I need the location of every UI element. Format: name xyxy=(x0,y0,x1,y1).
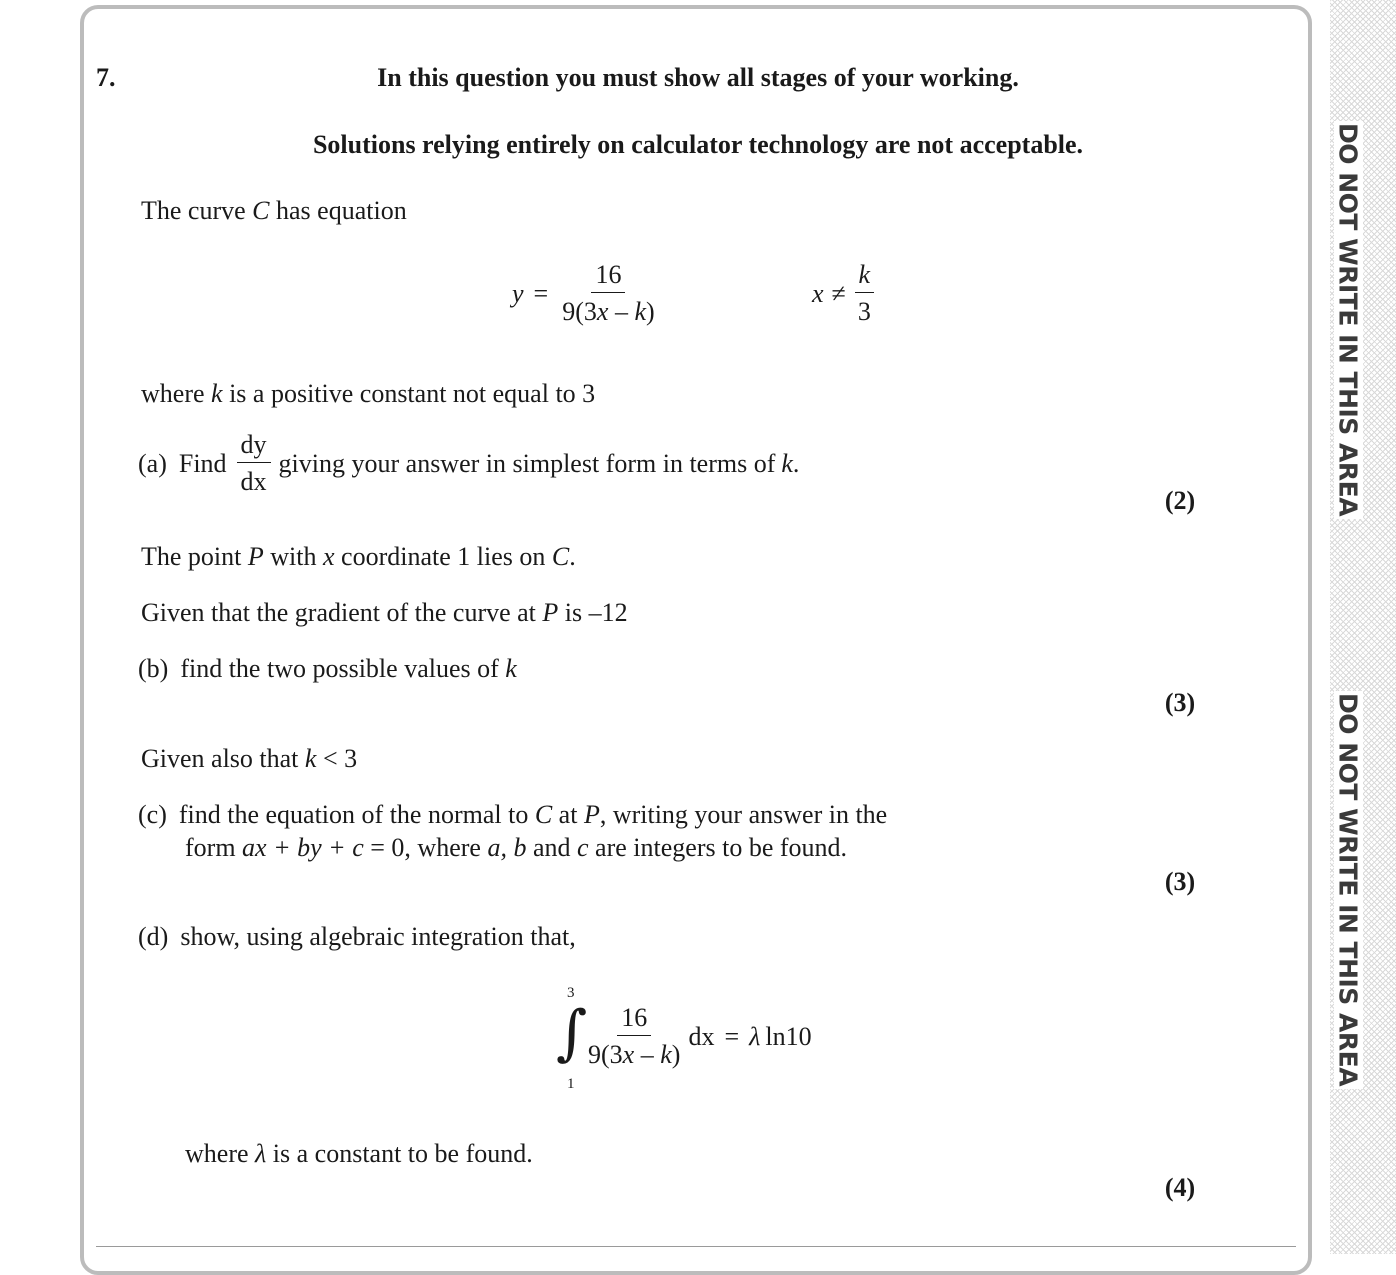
do-not-write-label-top: DO NOT WRITE IN THIS AREA xyxy=(1333,123,1363,517)
equation-fraction: $\frac{16}{9(3x - k)}$ xyxy=(562,260,655,326)
part-d-text: (d) show, using algebraic integration that, xyxy=(138,922,576,951)
part-a-marks: (2) xyxy=(1164,486,1196,515)
part-c-marks: (3) xyxy=(1164,867,1196,896)
integral-lower-limit: 1 xyxy=(567,1076,575,1092)
part-c-line-1: (c) find the equation of the normal to C at P, writing your answer in the xyxy=(138,800,888,829)
integrand: $\frac{16}{9(3x - k)}$ dx = λ ln10 xyxy=(588,1003,812,1069)
instruction-calculator: Solutions relying entirely on calculator technology are not acceptable. xyxy=(312,130,1084,159)
domain-condition: x ≠ $\frac{k}{3}$ xyxy=(812,260,875,327)
k-condition: where k is a positive constant not equal to 3 xyxy=(141,379,596,408)
do-not-write-label-bottom: DO NOT WRITE IN THIS AREA xyxy=(1333,693,1363,1087)
given-k-less-than-3: Given also that k < 3 xyxy=(141,744,358,773)
part-d-label: (d) xyxy=(138,922,169,951)
derivative-fraction: $\frac{dy}{dx}$ xyxy=(237,430,271,497)
part-c-label: (c) xyxy=(138,800,167,829)
part-b-marks: (3) xyxy=(1164,688,1196,717)
part-c-line-2: form ax + by + c = 0, where a, b and c are integers to be found. xyxy=(185,833,848,862)
part-b-label: (b) xyxy=(138,654,169,683)
part-b-text: (b) find the two possible values of k xyxy=(138,654,517,683)
curve-equation: y = $\frac{16}{9(3x - k)}$ xyxy=(512,260,659,327)
curve-intro: The curve C has equation xyxy=(141,196,407,225)
question-number: 7. xyxy=(96,63,116,92)
gradient-info: Given that the gradient of the curve at P is –12 xyxy=(141,598,628,627)
instruction-working: In this question you must show all stages of your working. xyxy=(377,63,1019,92)
lambda-definition: where λ is a constant to be found. xyxy=(185,1139,533,1168)
integral-upper-limit: 3 xyxy=(567,985,575,1001)
part-a-label: (a) xyxy=(138,448,167,478)
point-p-info: The point P with x coordinate 1 lies on C. xyxy=(141,542,576,571)
answer-line xyxy=(96,1246,1296,1247)
part-a-text: (a) Find $\frac{dy}{dx}$ giving your answer in simplest form in terms of k . xyxy=(138,430,800,496)
integral-sign: ∫ xyxy=(556,998,588,1068)
part-d-marks: (4) xyxy=(1164,1173,1196,1202)
